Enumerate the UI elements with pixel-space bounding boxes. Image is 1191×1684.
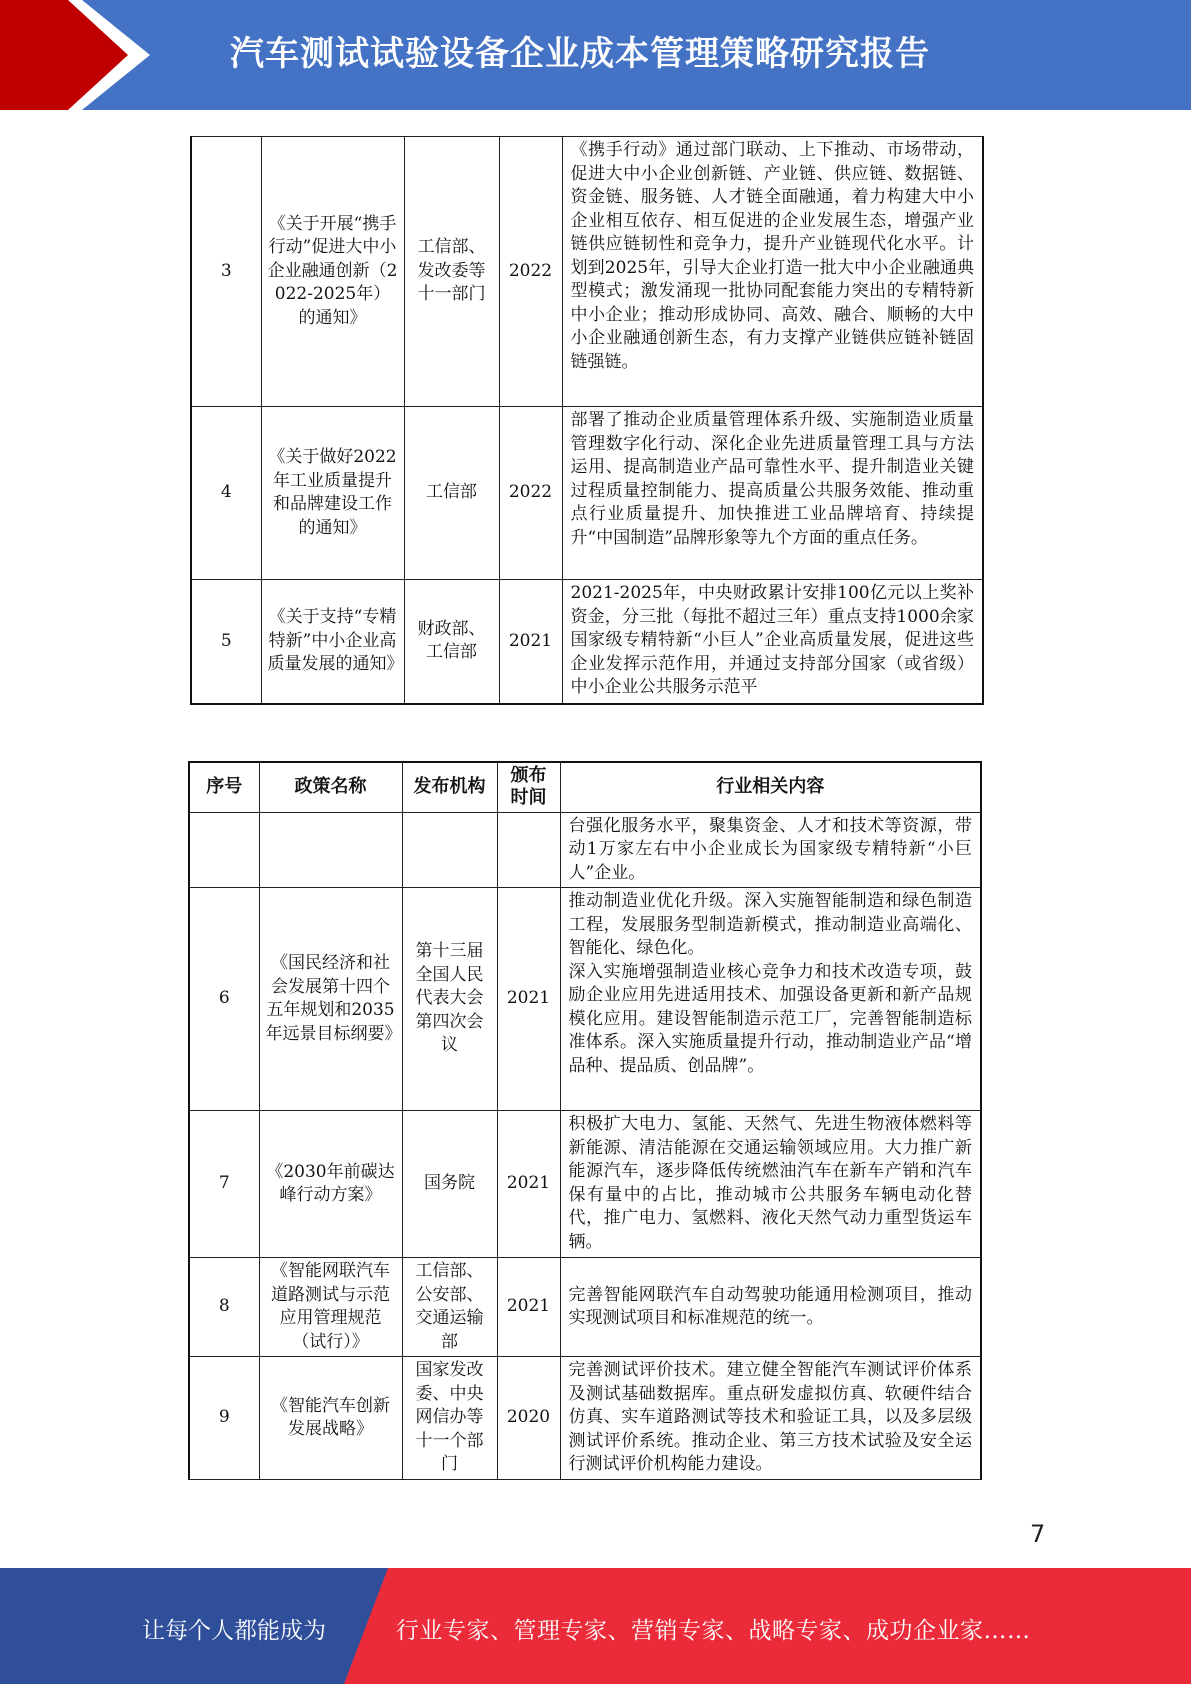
footer-slogan-right: 行业专家、管理专家、营销专家、战略专家、成功企业家……	[396, 1618, 1031, 1644]
policy-table	[188, 761, 982, 1480]
policy-name: 《关于支持“专精特新”中小企业高质量发展的通知》	[261, 580, 404, 704]
page-footer	[0, 1568, 1191, 1684]
row-number: 3	[191, 137, 261, 407]
policy-content: 台强化服务水平，聚集资金、人才和技术等资源，带动1万家左右中小企业成长为国家级专精特新“小巨人”企业。	[560, 812, 981, 888]
table-row	[189, 1258, 981, 1357]
policy-name: 《智能网联汽车道路测试与示范应用管理规范（试行）》	[259, 1258, 402, 1357]
table-row	[189, 812, 981, 888]
issue-year: 2021	[499, 580, 562, 704]
issue-year: 2022	[499, 407, 562, 580]
issue-year: 2020	[497, 1357, 560, 1480]
page-number: 7	[1030, 1520, 1046, 1548]
issue-year: 2021	[497, 888, 560, 1111]
issuing-org: 第十三届全国人民代表大会第四次会议	[402, 888, 497, 1111]
row-number: 8	[189, 1258, 259, 1357]
table-header-row	[189, 762, 981, 812]
row-number: 6	[189, 888, 259, 1111]
issue-year	[497, 812, 560, 888]
header-org: 发布机构	[402, 762, 497, 812]
row-number: 5	[191, 580, 261, 704]
report-title: 汽车测试试验设备企业成本管理策略研究报告	[230, 34, 930, 74]
policy-table-continued	[190, 136, 984, 705]
policy-content: 完善测试评价技术。建立健全智能汽车测试评价体系及测试基础数据库。重点研发虚拟仿真、软硬件结合仿真、实车道路测试等技术和验证工具，以及多层级测试评价系统。推动企业、第三方技术试验及安全运行测试评价机构能力建设。	[560, 1357, 981, 1480]
policy-content: 积极扩大电力、氢能、天然气、先进生物液体燃料等新能源、清洁能源在交通运输领域应用。大力推广新能源汽车，逐步降低传统燃油汽车在新车产销和汽车保有量中的占比，推动城市公共服务车辆电动化替代，推广电力、氢燃料、液化天然气动力重型货运车辆。	[560, 1111, 981, 1258]
issue-year: 2021	[497, 1258, 560, 1357]
row-number: 9	[189, 1357, 259, 1480]
policy-content: 部署了推动企业质量管理体系升级、实施制造业质量管理数字化行动、深化企业先进质量管理工具与方法运用、提高制造业产品可靠性水平、提升制造业关键过程质量控制能力、提高质量公共服务效能、推动重点行业质量提升、加快推进工业品牌培育、持续提升“中国制造”品牌形象等九个方面的重点任务。	[562, 407, 983, 580]
table-row	[191, 137, 983, 407]
issuing-org	[402, 812, 497, 888]
policy-name: 《关于开展“携手行动”促进大中小企业融通创新（2022-2025年）的通知》	[261, 137, 404, 407]
table-row	[191, 580, 983, 704]
row-number: 7	[189, 1111, 259, 1258]
issuing-org: 国家发改委、中央网信办等十一个部门	[402, 1357, 497, 1480]
table-row	[189, 888, 981, 1111]
row-number: 4	[191, 407, 261, 580]
header-content: 行业相关内容	[560, 762, 981, 812]
issue-year: 2021	[497, 1111, 560, 1258]
policy-name	[259, 812, 402, 888]
row-number	[189, 812, 259, 888]
page-header	[0, 0, 1191, 110]
header-year: 颁布时间	[497, 762, 560, 812]
issuing-org: 工信部、发改委等十一部门	[404, 137, 499, 407]
policy-content: 完善智能网联汽车自动驾驶功能通用检测项目，推动实现测试项目和标准规范的统一。	[560, 1258, 981, 1357]
policy-name: 《关于做好2022年工业质量提升和品牌建设工作的通知》	[261, 407, 404, 580]
table-row	[189, 1111, 981, 1258]
issuing-org: 工信部、公安部、交通运输部	[402, 1258, 497, 1357]
issuing-org: 工信部	[404, 407, 499, 580]
header-arrow-icon	[0, 0, 160, 110]
policy-name: 《智能汽车创新发展战略》	[259, 1357, 402, 1480]
table-row	[189, 1357, 981, 1480]
issuing-org: 国务院	[402, 1111, 497, 1258]
issue-year: 2022	[499, 137, 562, 407]
policy-content: 《携手行动》通过部门联动、上下推动、市场带动，促进大中小企业创新链、产业链、供应链、数据链、资金链、服务链、人才链全面融通，着力构建大中小企业相互依存、相互促进的企业发展生态，增强产业链供应链韧性和竞争力，提升产业链现代化水平。计划到2025年，引导大企业打造一批大中小企业融通典型模式；激发涌现一批协同配套能力突出的专精特新中小企业；推动形成协同、高效、融合、顺畅的大中小企业融通创新生态，有力支撑产业链供应链补链固链强链。	[562, 137, 983, 407]
issuing-org: 财政部、工信部	[404, 580, 499, 704]
policy-content: 2021-2025年，中央财政累计安排100亿元以上奖补资金，分三批（每批不超过三年）重点支持1000余家国家级专精特新“小巨人”企业高质量发展，促进这些企业发挥示范作用，并通过支持部分国家（或省级）中小企业公共服务示范平	[562, 580, 983, 704]
header-name: 政策名称	[259, 762, 402, 812]
policy-name: 《国民经济和社会发展第十四个五年规划和2035年远景目标纲要》	[259, 888, 402, 1111]
policy-name: 《2030年前碳达峰行动方案》	[259, 1111, 402, 1258]
header-no: 序号	[189, 762, 259, 812]
footer-slogan-left: 让每个人都能成为	[142, 1618, 326, 1644]
table-row	[191, 407, 983, 580]
policy-content: 推动制造业优化升级。深入实施智能制造和绿色制造工程，发展服务型制造新模式，推动制造业高端化、智能化、绿色化。 深入实施增强制造业核心竞争力和技术改造专项，鼓励企业应用先进适用技术、加强设备更新和新产品规模化应用。建设智能制造示范工厂，完善智能制造标准体系。深入实施质量提升行动，推动制造业产品“增品种、提品质、创品牌”。	[560, 888, 981, 1111]
